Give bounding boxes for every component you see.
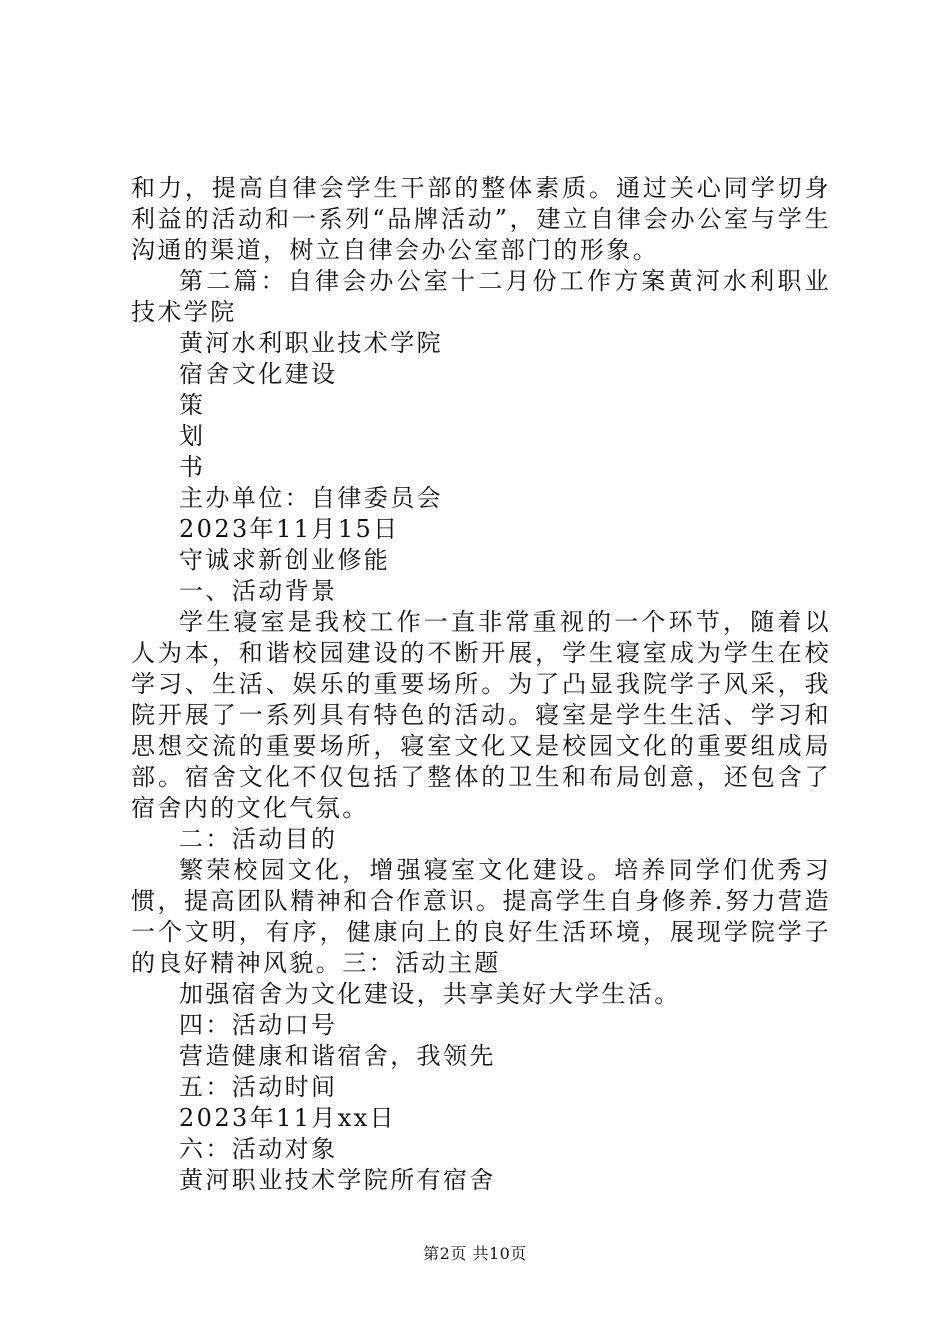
section-heading-purpose: 二：活动目的 bbox=[179, 825, 338, 853]
paragraph-date: 2023年11月15日 bbox=[179, 515, 400, 543]
section-heading-time: 五：活动时间 bbox=[179, 1073, 338, 1101]
paragraph-organizer: 主办单位：自律委员会 bbox=[179, 484, 443, 512]
paragraph-purpose: 繁荣校园文化，增强寝室文化建设。培养同学们优秀习惯，提高团队精神和合作意识。提高学生自身修养.努力营造一个文明，有序，健康向上的良好生活环境，展现学院学子的良好精神风貌。三：活动主题 bbox=[131, 856, 831, 977]
paragraph-project-title: 宿舍文化建设 bbox=[179, 360, 338, 388]
paragraph-background: 学生寝室是我校工作一直非常重视的一个环节，随着以人为本，和谐校园建设的不断开展，学生寝室成为学生在校学习、生活、娱乐的重要场所。为了凸显我院学子风采，我院开展了一系列具有特色的活动。寝室是学生生活、学习和思想交流的重要场所，寝室文化又是校园文化的重要组成局部。宿舍文化不仅包括了整体的卫生和布局创意，还包含了宿舍内的文化气氛。 bbox=[131, 608, 831, 822]
document-body bbox=[131, 173, 831, 1196]
paragraph-chapter-heading: 第二篇：自律会办公室十二月份工作方案黄河水利职业技术学院 bbox=[131, 267, 831, 326]
section-heading-background: 一、活动背景 bbox=[179, 577, 338, 605]
paragraph-target: 黄河职业技术学院所有宿舍 bbox=[179, 1166, 496, 1194]
paragraph-slogan: 营造健康和谐宿舍，我领先 bbox=[179, 1042, 496, 1070]
paragraph-continuation: 和力，提高自律会学生干部的整体素质。通过关心同学切身利益的活动和一系列“品牌活动”，建立自律会办公室与学生沟通的渠道，树立自律会办公室部门的形象。 bbox=[131, 174, 831, 264]
paragraph-motto: 守诚求新创业修能 bbox=[179, 546, 391, 574]
page-number-footer: 第2页 共10页 bbox=[423, 1244, 527, 1263]
paragraph-college-name: 黄河水利职业技术学院 bbox=[179, 329, 443, 357]
paragraph-shu: 书 bbox=[179, 453, 206, 481]
section-heading-target: 六：活动对象 bbox=[179, 1135, 338, 1163]
paragraph-hua: 划 bbox=[179, 422, 206, 450]
paragraph-ce: 策 bbox=[179, 391, 206, 419]
paragraph-theme: 加强宿舍为文化建设，共享美好大学生活。 bbox=[179, 980, 681, 1008]
section-heading-slogan: 四：活动口号 bbox=[179, 1011, 338, 1039]
paragraph-time: 2023年11月xx日 bbox=[179, 1104, 397, 1132]
